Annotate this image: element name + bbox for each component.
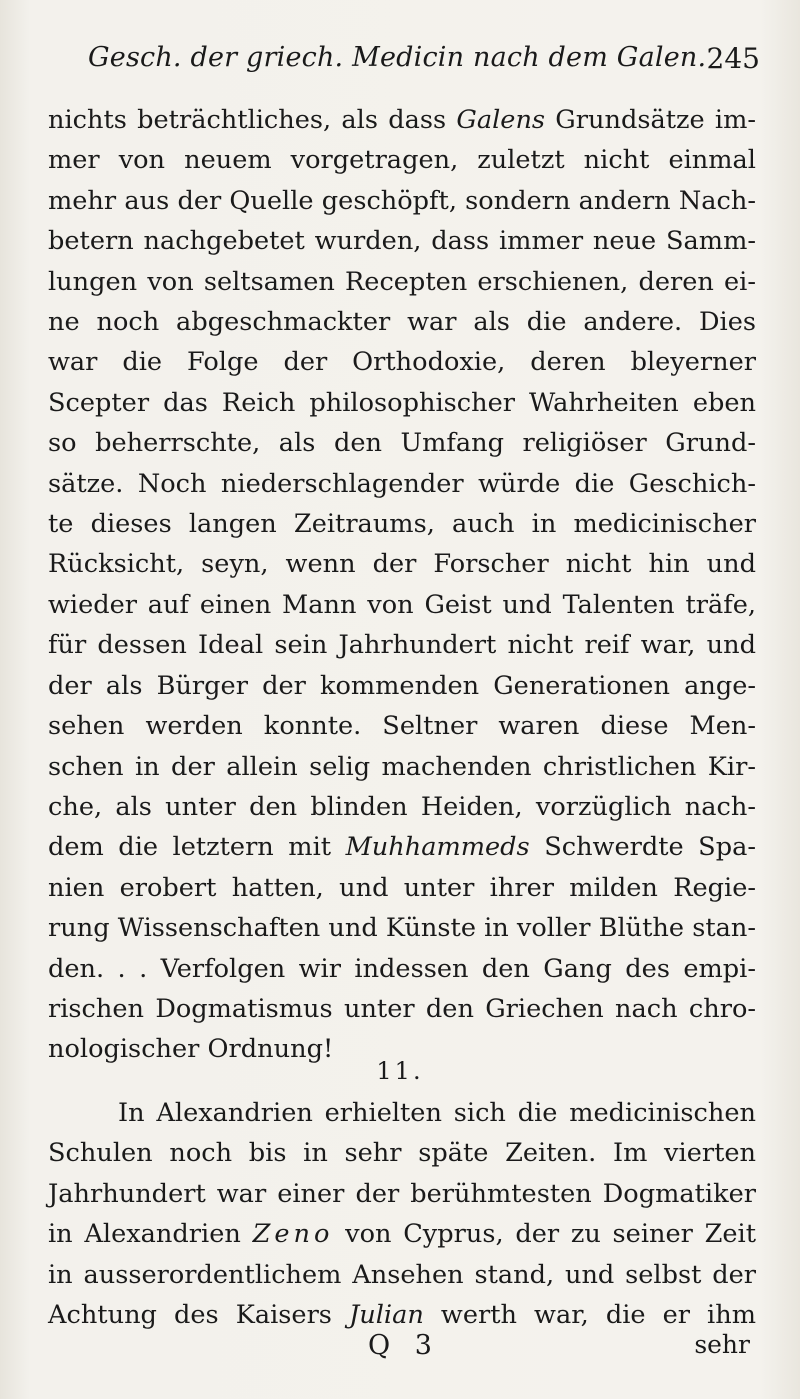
text-line: sätze. Noch niederschlagender würde die Geschich- (48, 468, 756, 499)
text-line: nologischer Ordnung! (48, 1034, 334, 1065)
text-line: betern nachgebetet wurden, dass immer neue Samm- (48, 226, 756, 257)
text-line: sehen werden konnte. Seltner waren diese Men- (48, 711, 756, 742)
text-line: nien erobert hatten, und unter ihrer milden Regie- (48, 872, 756, 903)
text-line: Rücksicht, seyn, wenn der Forscher nicht hin und (48, 549, 756, 580)
text-line: schen in der allein selig machenden christlichen Kir- (48, 751, 756, 782)
text-line: Scepter das Reich philosophischer Wahrheiten eben (48, 387, 756, 418)
text-line: rischen Dogmatismus unter den Griechen nach chro- (48, 993, 756, 1024)
paragraph-continued (48, 100, 756, 1070)
page-footer (48, 1330, 756, 1370)
page-header (88, 42, 760, 82)
signature-mark: Q 3 (368, 1330, 440, 1361)
text-line: dem die letztern mit Muhhammeds Schwerdte Spa- (48, 832, 756, 863)
text-line: in Alexandrien Zeno von Cyprus, der zu seiner Zeit (48, 1219, 756, 1250)
text-line: rung Wissenschaften und Künste in voller Blüthe stan- (48, 913, 757, 944)
text-line: so beherrschte, als den Umfang religiöser Grund- (48, 428, 756, 459)
text-line: den. . . Verfolgen wir indessen den Gang des empi- (48, 953, 756, 984)
text-line: war die Folge der Orthodoxie, deren bleyerner (48, 347, 756, 378)
text-line: Jahrhundert war einer der berühmtesten Dogmatiker (48, 1178, 756, 1209)
text-line: der als Bürger der kommenden Generationen ange- (48, 670, 756, 701)
text-line: che, als unter den blinden Heiden, vorzüglich nach- (48, 791, 756, 822)
text-line: In Alexandrien erhielten sich die medicinischen (118, 1098, 756, 1128)
text-line: nichts beträchtliches, als dass Galens Grundsätze im- (48, 105, 756, 135)
text-line: lungen von seltsamen Recepten erschienen, deren ei- (48, 266, 756, 297)
text-line: te dieses langen Zeitraums, auch in medicinischer (48, 509, 756, 540)
running-title: Gesch. der griech. Medicin nach dem Galen. (88, 42, 707, 73)
text-line: mehr aus der Quelle geschöpft, sondern andern Nach- (48, 185, 756, 216)
text-line: wieder auf einen Mann von Geist und Talenten träfe, (48, 589, 756, 620)
text-line: Schulen noch bis in sehr späte Zeiten. Im vierten (48, 1138, 756, 1169)
text-line: für dessen Ideal sein Jahrhundert nicht reif war, und (48, 630, 756, 661)
page-number: 245 (706, 42, 760, 75)
text-line: ne noch abgeschmackter war als die andere. Dies (48, 307, 756, 338)
text-line: in ausserordentlichem Ansehen stand, und selbst der (48, 1259, 756, 1290)
catchword: sehr (694, 1330, 750, 1359)
section-number: 11. (376, 1057, 424, 1085)
text-line: mer von neuem vorgetragen, zuletzt nicht einmal (48, 145, 756, 176)
text-line: Achtung des Kaisers Julian werth war, die er ihm (48, 1300, 756, 1331)
paragraph-new (48, 1093, 756, 1335)
